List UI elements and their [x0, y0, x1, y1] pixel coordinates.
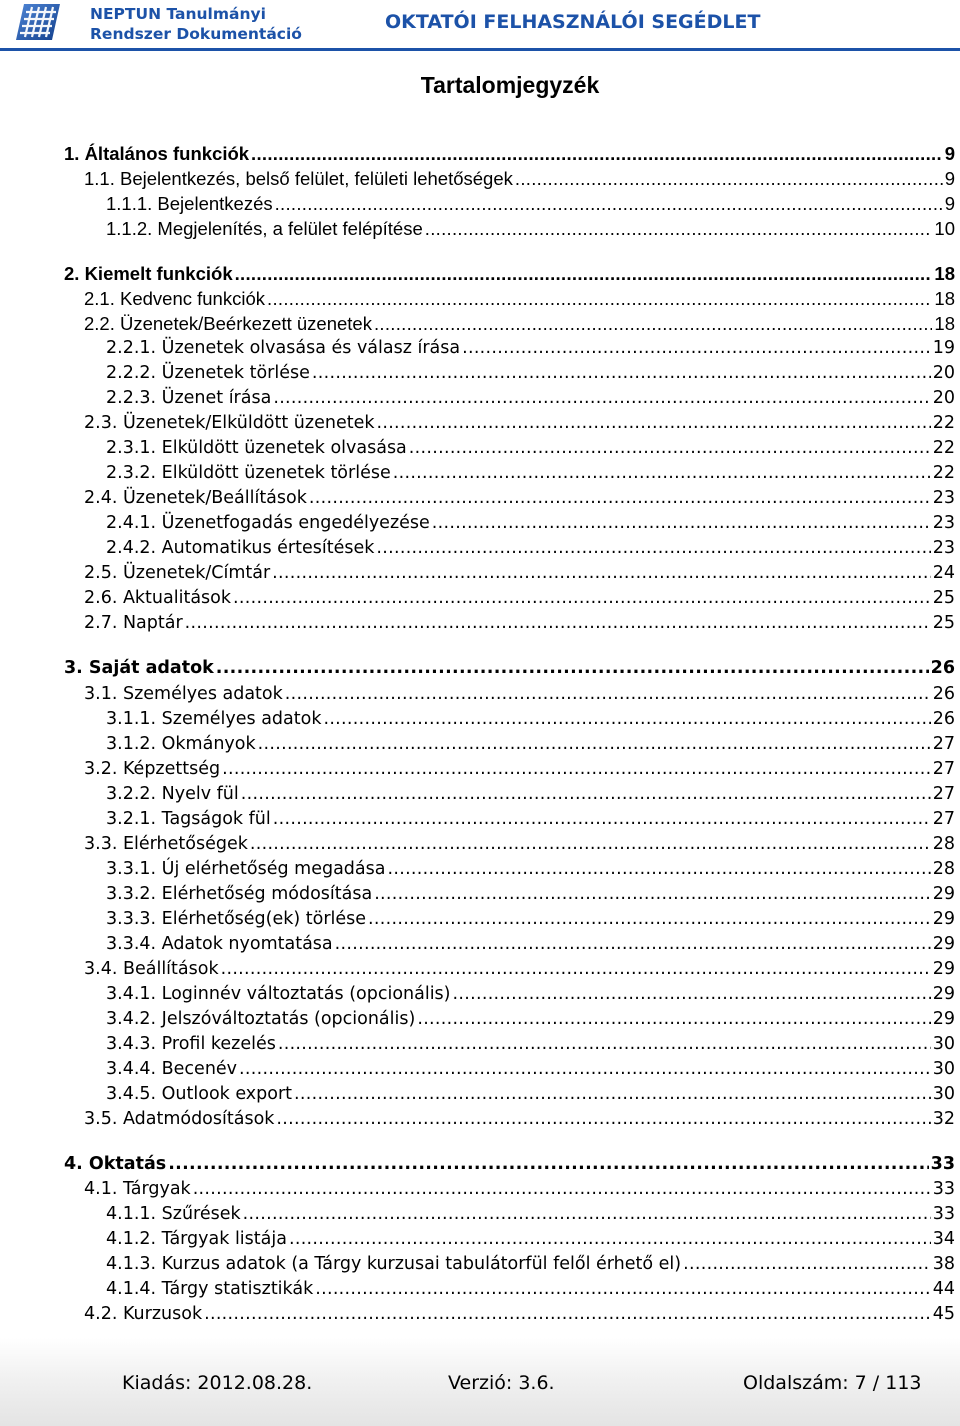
brand-name [90, 4, 302, 44]
toc-entry-page: 27 [932, 784, 955, 804]
toc-leader-dots [216, 658, 929, 678]
toc-entry-page: 23 [932, 513, 955, 533]
toc-entry[interactable] [64, 1154, 955, 1178]
toc-leader-dots [285, 684, 931, 704]
toc-leader-dots [432, 513, 931, 533]
brand-line-1: NEPTUN Tanulmányi [90, 5, 266, 23]
toc-entry-page: 20 [932, 363, 955, 383]
toc-entry-page: 18 [934, 313, 955, 334]
toc-entry[interactable] [106, 438, 955, 462]
toc-entry[interactable] [106, 193, 955, 217]
toc-entry-page: 18 [934, 288, 955, 309]
document-title: OKTATÓI FELHASZNÁLÓI SEGÉDLET [385, 11, 761, 33]
header-divider [0, 48, 960, 51]
brand-line-2: Rendszer Dokumentáció [90, 25, 302, 43]
toc-heading: Tartalomjegyzék [420, 72, 600, 98]
toc-entry-label: 2.3. Üzenetek/Elküldött üzenetek [84, 413, 375, 433]
toc-entry-page: 29 [932, 959, 955, 979]
toc-entry[interactable] [84, 1109, 955, 1133]
toc-entry-label: 3.3.2. Elérhetőség módosítása [106, 884, 373, 904]
toc-entry-label: 2.6. Aktualitások [84, 588, 232, 608]
toc-entry-label: 2.3.2. Elküldött üzenetek törlése [106, 463, 391, 483]
toc-entry-page: 33 [930, 1154, 955, 1174]
toc-entry[interactable] [106, 1009, 955, 1033]
toc-entry-page: 29 [932, 984, 955, 1004]
toc-leader-dots [168, 1154, 928, 1174]
toc-entry-label: 3.3. Elérhetőségek [84, 834, 248, 854]
toc-entry-label: 1. Általános funkciók [64, 143, 250, 164]
toc-entry-label: 3. Saját adatok [64, 658, 214, 678]
toc-leader-dots [376, 538, 930, 558]
neptun-grid-logo-icon [14, 2, 62, 42]
toc-leader-dots [193, 1179, 931, 1199]
toc-leader-dots [315, 1279, 930, 1299]
toc-entry-label: 3.4.4. Becenév [106, 1059, 238, 1079]
toc-entry[interactable] [84, 1304, 955, 1328]
toc-entry[interactable] [64, 263, 955, 287]
toc-entry-label: 3.3.3. Elérhetőség(ek) törlése [106, 909, 367, 929]
toc-entry[interactable] [106, 934, 955, 958]
toc-entry-page: 29 [932, 909, 955, 929]
toc-leader-dots [323, 709, 930, 729]
toc-entry[interactable] [106, 884, 955, 908]
toc-leader-dots [272, 563, 931, 583]
toc-entry-page: 33 [932, 1204, 955, 1224]
toc-entry[interactable] [106, 984, 955, 1008]
toc-entry[interactable] [84, 588, 955, 612]
toc-leader-dots [273, 809, 931, 829]
toc-entry[interactable] [106, 338, 955, 362]
toc-entry-label: 2.3.1. Elküldött üzenetek olvasása [106, 438, 407, 458]
toc-entry-page: 23 [932, 488, 955, 508]
toc-entry-page: 9 [944, 168, 955, 189]
toc-leader-dots [387, 859, 930, 879]
toc-entry-page: 25 [932, 588, 955, 608]
toc-entry-label: 4.1. Tárgyak [84, 1179, 191, 1199]
toc-leader-dots [273, 388, 930, 408]
toc-entry-page: 26 [932, 709, 955, 729]
toc-entry-label: 2.2.1. Üzenetek olvasása és válasz írása [106, 338, 461, 358]
toc-entry[interactable] [106, 1034, 955, 1058]
toc-entry-label: 4.1.4. Tárgy statisztikák [106, 1279, 314, 1299]
toc-leader-dots [453, 984, 931, 1004]
toc-entry[interactable] [84, 684, 955, 708]
toc-entry[interactable] [106, 1279, 955, 1303]
toc-entry[interactable] [84, 413, 955, 437]
toc-entry-label: 2.4.2. Automatikus értesítések [106, 538, 375, 558]
toc-entry-label: 2.4. Üzenetek/Beállítások [84, 488, 307, 508]
toc-leader-dots [294, 1084, 931, 1104]
toc-entry[interactable] [106, 363, 955, 387]
toc-entry-page: 10 [934, 218, 955, 239]
toc-entry-page: 29 [932, 934, 955, 954]
toc-leader-dots [233, 588, 931, 608]
toc-entry-label: 2.5. Üzenetek/Címtár [84, 563, 271, 583]
toc-entry-label: 2.2.3. Üzenet írása [106, 388, 272, 408]
toc-leader-dots [393, 463, 931, 483]
toc-entry[interactable] [84, 563, 955, 587]
toc-leader-dots [515, 168, 943, 190]
toc-leader-dots [275, 193, 943, 215]
toc-entry-page: 28 [932, 859, 955, 879]
toc-entry-page: 22 [932, 463, 955, 483]
toc-entry-label: 4.1.3. Kurzus adatok (a Tárgy kurzusai tabulátorfül felől érhető el) [106, 1254, 682, 1274]
toc-entry-label: 3.2. Képzettség [84, 759, 221, 779]
toc-entry-label: 1.1.1. Bejelentkezés [106, 193, 273, 214]
toc-entry-label: 3.3.1. Új elérhetőség megadása [106, 859, 386, 879]
toc-entry-page: 44 [932, 1279, 955, 1299]
toc-entry-page: 23 [932, 538, 955, 558]
toc-entry-page: 19 [932, 338, 955, 358]
toc-entry-label: 3.4.3. Profil kezelés [106, 1034, 276, 1054]
toc-entry[interactable] [106, 709, 955, 733]
toc-leader-dots [309, 488, 931, 508]
toc-entry-label: 2.2. Üzenetek/Beérkezett üzenetek [84, 313, 372, 334]
toc-leader-dots [276, 1109, 930, 1129]
toc-leader-dots [425, 218, 933, 240]
footer-page-number: Oldalszám: 7 / 113 [743, 1372, 922, 1394]
toc-entry[interactable] [106, 909, 955, 933]
toc-entry[interactable] [84, 959, 955, 983]
toc-entry-page: 32 [932, 1109, 955, 1129]
toc-entry-page: 22 [932, 438, 955, 458]
toc-leader-dots [374, 884, 931, 904]
toc-entry[interactable] [106, 513, 955, 537]
toc-entry-page: 30 [932, 1059, 955, 1079]
toc-entry[interactable] [106, 784, 955, 808]
toc-entry[interactable] [106, 1229, 955, 1253]
toc-entry[interactable] [64, 658, 955, 682]
toc-leader-dots [239, 1059, 931, 1079]
toc-entry-page: 27 [932, 734, 955, 754]
toc-entry[interactable] [84, 168, 955, 192]
toc-entry[interactable] [106, 734, 955, 758]
toc-entry-page: 26 [932, 684, 955, 704]
toc-entry[interactable] [84, 613, 955, 637]
toc-entry-page: 9 [944, 143, 955, 164]
toc-entry-page: 27 [932, 759, 955, 779]
toc-leader-dots [312, 363, 931, 383]
toc-entry-page: 22 [932, 413, 955, 433]
toc-entry-page: 29 [932, 1009, 955, 1029]
toc-entry-page: 25 [932, 613, 955, 633]
toc-entry-page: 27 [932, 809, 955, 829]
toc-leader-dots [289, 1229, 931, 1249]
toc-entry-label: 3.4.1. Loginnév változtatás (opcionális) [106, 984, 451, 1004]
toc-leader-dots [241, 784, 931, 804]
toc-entry-page: 24 [932, 563, 955, 583]
toc-entry[interactable] [84, 759, 955, 783]
toc-leader-dots [204, 1304, 931, 1324]
toc-entry-page: 20 [932, 388, 955, 408]
toc-leader-dots [267, 288, 932, 310]
toc-entry[interactable] [106, 859, 955, 883]
toc-entry-label: 1.1.2. Megjelenítés, a felület felépítése [106, 218, 423, 239]
toc-leader-dots [250, 834, 931, 854]
toc-entry[interactable] [106, 388, 955, 412]
toc-entry-label: 3.4.5. Outlook export [106, 1084, 293, 1104]
toc-entry-label: 3.1. Személyes adatok [84, 684, 283, 704]
toc-entry-label: 2.1. Kedvenc funkciók [84, 288, 265, 309]
toc-leader-dots [185, 613, 931, 633]
toc-entry[interactable] [106, 538, 955, 562]
toc-leader-dots [374, 313, 932, 335]
toc-entry-label: 3.4. Beállítások [84, 959, 219, 979]
toc-entry-label: 4. Oktatás [64, 1154, 167, 1174]
toc-entry-page: 34 [932, 1229, 955, 1249]
toc-entry-page: 9 [944, 193, 955, 214]
toc-entry-page: 18 [934, 263, 955, 284]
toc-leader-dots [417, 1009, 930, 1029]
toc-entry-label: 3.2.1. Tagságok fül [106, 809, 271, 829]
toc-entry-label: 4.2. Kurzusok [84, 1304, 203, 1324]
toc-leader-dots [376, 413, 930, 433]
toc-leader-dots [409, 438, 931, 458]
toc-entry[interactable] [84, 288, 955, 312]
toc-entry-page: 26 [930, 658, 955, 678]
toc-leader-dots [221, 959, 931, 979]
toc-entry[interactable] [84, 834, 955, 858]
toc-entry-label: 3.2.2. Nyelv fül [106, 784, 239, 804]
toc-entry-label: 3.1.2. Okmányok [106, 734, 256, 754]
toc-entry-label: 2. Kiemelt funkciók [64, 263, 233, 284]
toc-entry-label: 3.5. Adatmódosítások [84, 1109, 275, 1129]
toc-entry-label: 2.7. Naptár [84, 613, 183, 633]
toc-entry-label: 2.4.1. Üzenetfogadás engedélyezése [106, 513, 430, 533]
toc-entry-label: 2.2.2. Üzenetek törlése [106, 363, 310, 383]
toc-leader-dots [235, 263, 933, 285]
footer-issue-date: Kiadás: 2012.08.28. [122, 1372, 313, 1394]
footer-version: Verzió: 3.6. [448, 1372, 555, 1394]
toc-entry-label: 4.1.1. Szűrések [106, 1204, 241, 1224]
toc-entry[interactable] [106, 218, 955, 242]
toc-entry-page: 30 [932, 1084, 955, 1104]
toc-entry[interactable] [84, 313, 955, 337]
toc-entry-label: 3.4.2. Jelszóváltoztatás (opcionális) [106, 1009, 416, 1029]
toc-leader-dots [258, 734, 931, 754]
toc-leader-dots [278, 1034, 931, 1054]
toc-entry[interactable] [84, 1179, 955, 1203]
toc-entry[interactable] [106, 1204, 955, 1228]
toc-leader-dots [368, 909, 931, 929]
toc-leader-dots [683, 1254, 931, 1274]
page-header [0, 0, 960, 50]
toc-entry-label: 3.1.1. Személyes adatok [106, 709, 322, 729]
toc-entry-page: 45 [932, 1304, 955, 1324]
toc-leader-dots [243, 1204, 931, 1224]
toc-entry-label: 3.3.4. Adatok nyomtatása [106, 934, 333, 954]
toc-entry-label: 4.1.2. Tárgyak listája [106, 1229, 287, 1249]
toc-entry-page: 30 [932, 1034, 955, 1054]
toc-entry-page: 33 [932, 1179, 955, 1199]
toc-entry[interactable] [106, 1059, 955, 1083]
toc-entry[interactable] [106, 463, 955, 487]
toc-entry-page: 38 [932, 1254, 955, 1274]
toc-leader-dots [335, 934, 931, 954]
toc-leader-dots [222, 759, 931, 779]
toc-leader-dots [462, 338, 931, 358]
toc-entry[interactable] [106, 1254, 955, 1278]
toc-entry-label: 1.1. Bejelentkezés, belső felület, felületi lehetőségek [84, 168, 513, 189]
toc-entry-page: 28 [932, 834, 955, 854]
toc-leader-dots [251, 143, 943, 165]
toc-entry-page: 29 [932, 884, 955, 904]
toc-entry[interactable] [106, 809, 955, 833]
toc-entry[interactable] [84, 488, 955, 512]
toc-entry[interactable] [64, 143, 955, 167]
toc-entry[interactable] [106, 1084, 955, 1108]
